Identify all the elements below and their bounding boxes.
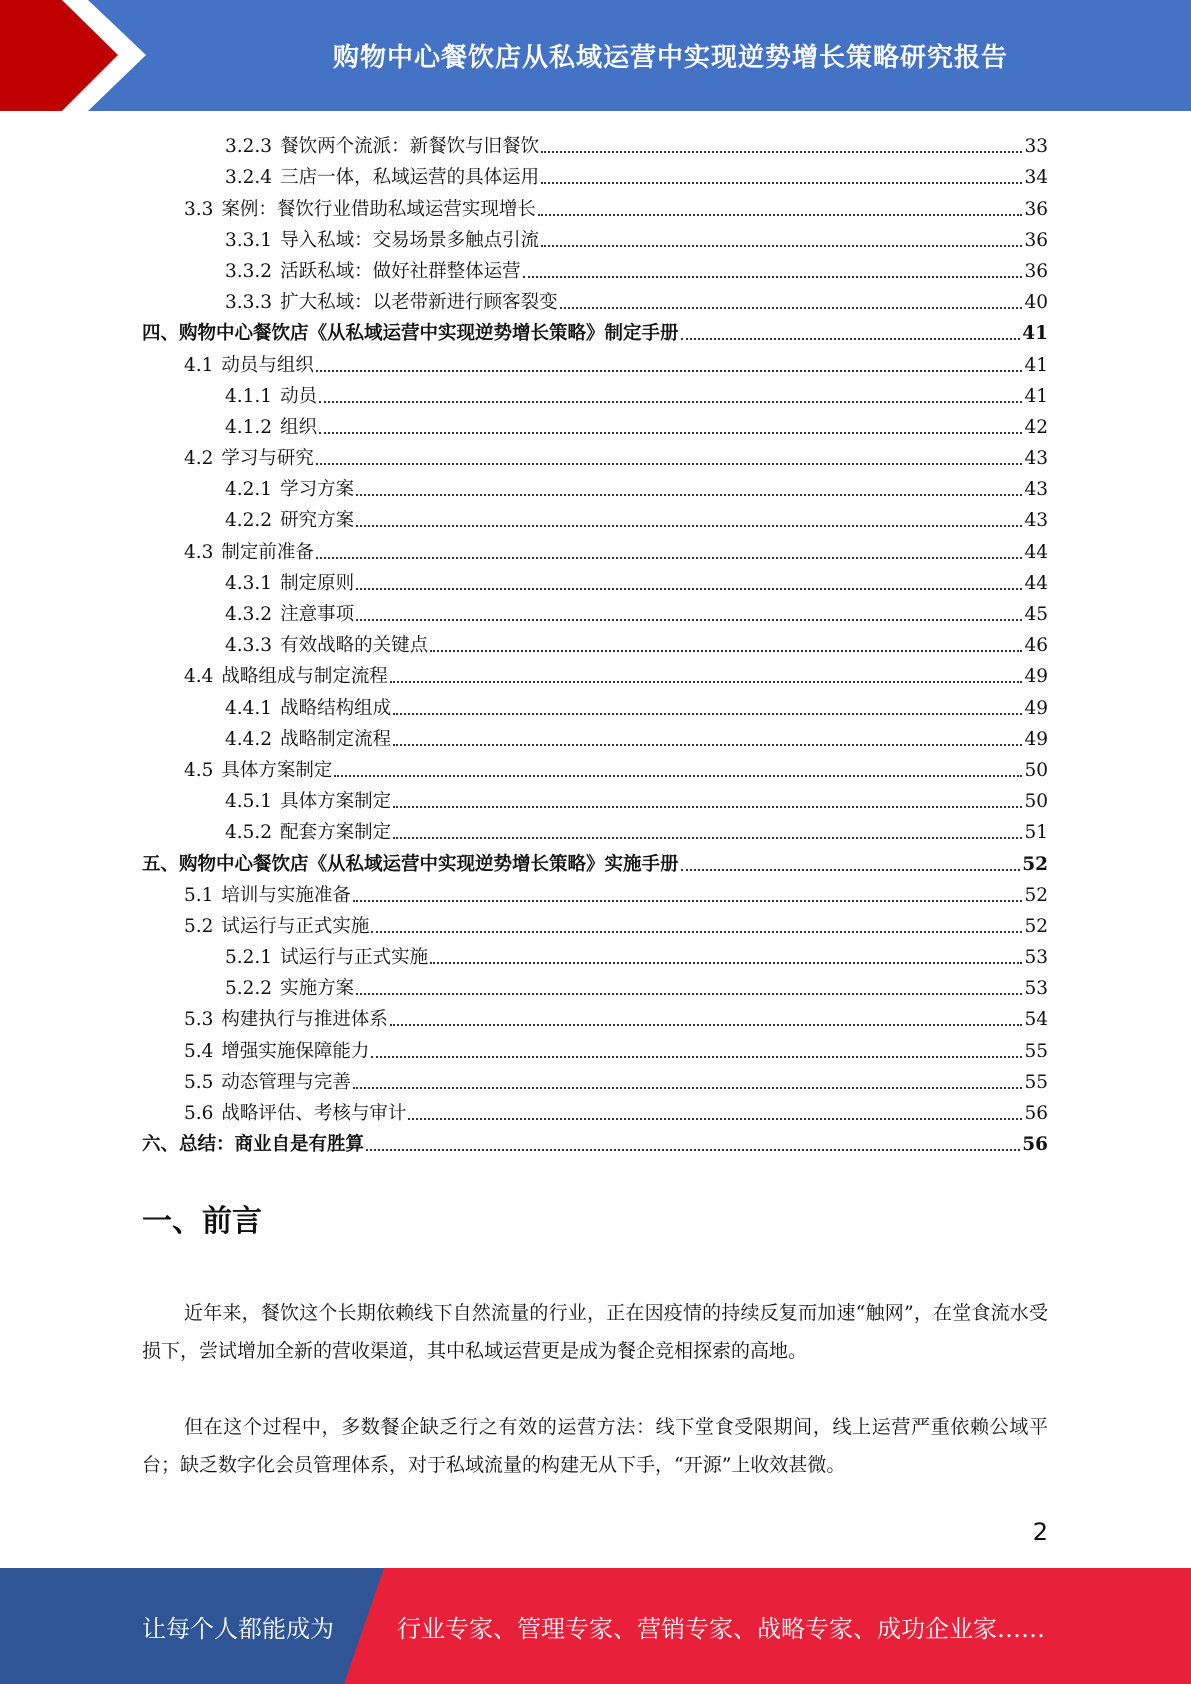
toc-entry-page: 41: [1024, 385, 1048, 407]
toc-dot-leader: [316, 369, 1023, 372]
toc-entry-number: 4.2.1: [225, 479, 273, 501]
toc-entry-page: 51: [1024, 822, 1048, 844]
toc-entry-number: 4.3.1: [225, 572, 273, 594]
toc-entry-title: 动态管理与完善: [221, 1071, 351, 1093]
toc-entry-page: 52: [1024, 915, 1048, 937]
toc-entry-number: 5.2: [184, 915, 214, 937]
toc-entry-number: 5.2.2: [225, 978, 273, 1000]
page-header: [0, 0, 1191, 111]
toc-entry-title: 增强实施保障能力: [221, 1040, 370, 1062]
toc-entry-title: 案例：餐饮行业借助私域运营实现增长: [221, 198, 536, 220]
toc-entry-title: 扩大私域：以老带新进行顾客裂变: [280, 292, 558, 314]
toc-entry-number: 4.5: [184, 759, 214, 781]
toc-entry-number: 4.1.1: [225, 385, 273, 407]
toc-entry-title: 实施方案: [280, 978, 355, 1000]
toc-entry-page: 36: [1024, 260, 1048, 282]
footer-slogan-right: 行业专家、管理专家、营销专家、战略专家、成功企业家……: [397, 1614, 1045, 1643]
toc-entry-title: 动员与组织: [221, 354, 314, 376]
toc-entry[interactable]: [142, 253, 1048, 284]
toc-entry-title: 构建执行与推进体系: [221, 1009, 388, 1031]
toc-dot-leader: [371, 1055, 1022, 1058]
toc-entry-page: 54: [1024, 1009, 1048, 1031]
toc-entry-title: 战略组成与制定流程: [221, 666, 388, 688]
toc-dot-leader: [538, 213, 1023, 216]
toc-entry-number: 3.3.3: [225, 292, 273, 314]
toc-dot-leader: [353, 1086, 1023, 1089]
toc-entry-number: 5.3: [184, 1009, 214, 1031]
toc-entry[interactable]: [142, 939, 1048, 970]
toc-dot-leader: [334, 774, 1022, 777]
toc-dot-leader: [353, 899, 1023, 902]
toc-entry[interactable]: [142, 627, 1048, 658]
toc-entry[interactable]: [142, 565, 1048, 596]
toc-entry-page: 44: [1024, 572, 1048, 594]
toc-entry-title: 制定原则: [280, 572, 355, 594]
toc-entry-page: 36: [1024, 229, 1048, 251]
toc-entry-title: 活跃私域：做好社群整体运营: [280, 260, 521, 282]
toc-entry-title: 五、购物中心餐饮店《从私域运营中实现逆势增长策略》实施手册: [142, 853, 679, 875]
toc-dot-leader: [541, 181, 1022, 184]
toc-entry[interactable]: [142, 596, 1048, 627]
toc-entry-number: 5.2.1: [225, 947, 273, 969]
toc-entry[interactable]: [142, 845, 1048, 876]
toc-dot-leader: [393, 712, 1022, 715]
toc-entry-number: 4.3.2: [225, 604, 273, 625]
toc-entry[interactable]: [142, 190, 1048, 221]
toc-entry-number: 5.5: [184, 1071, 214, 1093]
toc-entry-page: 50: [1024, 759, 1048, 781]
toc-entry-page: 45: [1024, 604, 1048, 625]
toc-dot-leader: [541, 150, 1022, 153]
toc-entry-title: 四、购物中心餐饮店《从私域运营中实现逆势增长策略》制定手册: [142, 323, 679, 345]
page-number: 2: [1032, 1518, 1048, 1546]
header-arrow-graphic: [0, 0, 180, 111]
toc-entry[interactable]: [142, 222, 1048, 253]
toc-entry[interactable]: [142, 409, 1048, 440]
toc-entry-page: 50: [1024, 791, 1048, 813]
toc-dot-leader: [523, 275, 1023, 278]
toc-entry[interactable]: [142, 533, 1048, 564]
toc-entry-number: 4.4.2: [225, 728, 273, 750]
page-footer: [0, 1568, 1191, 1684]
toc-dot-leader: [356, 524, 1022, 527]
toc-entry-page: 44: [1024, 541, 1048, 563]
toc-entry[interactable]: [142, 970, 1048, 1001]
toc-entry-number: 5.1: [184, 884, 214, 906]
toc-entry-number: 4.5.2: [225, 822, 273, 844]
toc-entry-title: 三店一体，私域运营的具体运用: [280, 167, 540, 189]
toc-entry-title: 具体方案制定: [280, 791, 392, 813]
toc-entry[interactable]: [142, 1064, 1048, 1095]
toc-entry-number: 4.3: [184, 541, 214, 563]
toc-dot-leader: [390, 680, 1023, 683]
toc-entry-title: 配套方案制定: [280, 822, 392, 844]
toc-entry-page: 43: [1024, 510, 1048, 532]
toc-entry[interactable]: [142, 689, 1048, 720]
toc-entry-title: 试运行与正式实施: [221, 915, 370, 937]
toc-entry-number: 4.1: [184, 354, 214, 376]
toc-entry-page: 53: [1024, 947, 1048, 969]
toc-entry-page: 55: [1024, 1071, 1048, 1093]
toc-entry-page: 36: [1024, 198, 1048, 220]
toc-entry[interactable]: [142, 877, 1048, 908]
toc-dot-leader: [319, 431, 1022, 434]
toc-entry-title: 有效战略的关键点: [280, 635, 429, 657]
toc-entry-title: 战略制定流程: [280, 728, 392, 750]
toc-dot-leader: [319, 400, 1022, 403]
toc-entry[interactable]: [142, 1126, 1048, 1157]
toc-entry-page: 42: [1024, 416, 1048, 438]
toc-entry-title: 战略评估、考核与审计: [221, 1103, 407, 1124]
toc-entry-title: 动员: [280, 385, 318, 407]
toc-entry-page: 33: [1024, 136, 1048, 158]
toc-entry-title: 战略结构组成: [280, 697, 392, 719]
toc-entry[interactable]: [142, 502, 1048, 533]
toc-entry-number: 4.5.1: [225, 791, 273, 813]
toc-entry-page: 49: [1024, 728, 1048, 750]
toc-dot-leader: [356, 618, 1022, 621]
toc-entry-page: 49: [1024, 697, 1048, 719]
toc-entry[interactable]: [142, 346, 1048, 377]
toc-entry-number: 4.2: [184, 448, 214, 470]
toc-dot-leader: [390, 1023, 1023, 1026]
toc-dot-leader: [316, 462, 1023, 465]
toc-entry-page: 46: [1024, 635, 1048, 657]
toc-dot-leader: [541, 244, 1022, 247]
toc-entry-title: 餐饮两个流派：新餐饮与旧餐饮: [280, 136, 540, 158]
toc-entry[interactable]: [142, 378, 1048, 409]
toc-entry-page: 49: [1024, 666, 1048, 688]
toc-entry-number: 3.3.2: [225, 260, 273, 282]
toc-entry[interactable]: [142, 814, 1048, 845]
toc-entry-number: 3.2.4: [225, 167, 273, 189]
toc-entry-number: 4.1.2: [225, 416, 273, 438]
toc-entry[interactable]: [142, 1001, 1048, 1032]
toc-entry-title: 学习方案: [280, 479, 355, 501]
toc-entry-title: 培训与实施准备: [221, 884, 351, 906]
toc-entry-title: 研究方案: [280, 510, 355, 532]
toc-entry-page: 43: [1024, 448, 1048, 470]
toc-entry[interactable]: [142, 752, 1048, 783]
toc-entry-number: 3.3: [184, 198, 214, 220]
toc-entry[interactable]: [142, 284, 1048, 315]
toc-dot-leader: [356, 493, 1022, 496]
toc-entry-page: 52: [1024, 884, 1048, 906]
toc-dot-leader: [430, 961, 1022, 964]
toc-entry[interactable]: [142, 783, 1048, 814]
toc-entry-number: 4.4: [184, 666, 214, 688]
toc-entry-page: 55: [1024, 1040, 1048, 1062]
header-title: 购物中心餐饮店从私域运营中实现逆势增长策略研究报告: [332, 43, 1008, 73]
toc-entry-title: 试运行与正式实施: [280, 947, 429, 969]
toc-entry[interactable]: [142, 658, 1048, 689]
toc-entry-number: 4.3.3: [225, 635, 273, 657]
toc-dot-leader: [393, 836, 1022, 839]
paragraph: 近年来，餐饮这个长期依赖线下自然流量的行业，正在因疫情的持续反复而加速“触网”，在堂食流水受损下，尝试增加全新的营收渠道，其中私域运营更是成为餐企竞相探索的高地。: [142, 1302, 1048, 1362]
toc-dot-leader: [316, 556, 1023, 559]
toc-entry[interactable]: [142, 128, 1048, 159]
toc-entry-number: 3.3.1: [225, 229, 273, 251]
toc-entry-title: 注意事项: [280, 604, 355, 625]
toc-entry-page: 52: [1022, 853, 1048, 875]
toc-dot-leader: [681, 337, 1021, 340]
toc-entry[interactable]: [142, 159, 1048, 190]
toc-dot-leader: [408, 1117, 1022, 1120]
toc-entry[interactable]: [142, 1095, 1048, 1126]
toc-dot-leader: [560, 306, 1023, 309]
toc-entry-title: 导入私域：交易场景多触点引流: [280, 229, 540, 251]
toc-entry-page: 56: [1022, 1134, 1048, 1156]
toc-dot-leader: [393, 743, 1022, 746]
toc-entry-number: 4.4.1: [225, 697, 273, 719]
toc-dot-leader: [356, 992, 1022, 995]
toc-entry-page: 41: [1022, 323, 1048, 345]
toc-entry[interactable]: [142, 471, 1048, 502]
footer-slogan-left: 让每个人都能成为: [142, 1614, 334, 1643]
toc-dot-leader: [356, 587, 1022, 590]
toc-dot-leader: [430, 649, 1022, 652]
toc-entry-title: 制定前准备: [221, 541, 314, 563]
toc-entry-page: 53: [1024, 978, 1048, 1000]
toc-dot-leader: [681, 868, 1021, 871]
toc-entry-title: 具体方案制定: [221, 759, 333, 781]
toc-entry[interactable]: [142, 721, 1048, 752]
toc-entry[interactable]: [142, 1032, 1048, 1063]
toc-entry[interactable]: [142, 440, 1048, 471]
toc-entry[interactable]: [142, 908, 1048, 939]
toc-entry-title: 组织: [280, 416, 318, 438]
toc-entry-title: 六、总结：商业自是有胜算: [142, 1134, 365, 1156]
toc-entry-number: 5.6: [184, 1103, 214, 1124]
table-of-contents: [142, 128, 1048, 1157]
toc-dot-leader: [393, 805, 1022, 808]
toc-entry[interactable]: [142, 315, 1048, 346]
toc-entry-page: 56: [1024, 1103, 1048, 1124]
paragraph: 但在这个过程中，多数餐企缺乏行之有效的运营方法：线下堂食受限期间，线上运营严重依赖公域平台；缺乏数字化会员管理体系，对于私域流量的构建无从下手，“开源”上收效甚微。: [142, 1416, 1048, 1476]
toc-entry-number: 3.2.3: [225, 136, 273, 158]
toc-entry-page: 40: [1024, 292, 1048, 314]
toc-entry-number: 5.4: [184, 1040, 214, 1062]
section-heading: 一、前言: [142, 1204, 262, 1239]
toc-dot-leader: [371, 930, 1022, 933]
toc-dot-leader: [366, 1148, 1020, 1151]
toc-entry-title: 学习与研究: [221, 448, 314, 470]
toc-entry-page: 43: [1024, 479, 1048, 501]
toc-entry-number: 4.2.2: [225, 510, 273, 532]
toc-entry-page: 34: [1024, 167, 1048, 189]
toc-entry-page: 41: [1024, 354, 1048, 376]
